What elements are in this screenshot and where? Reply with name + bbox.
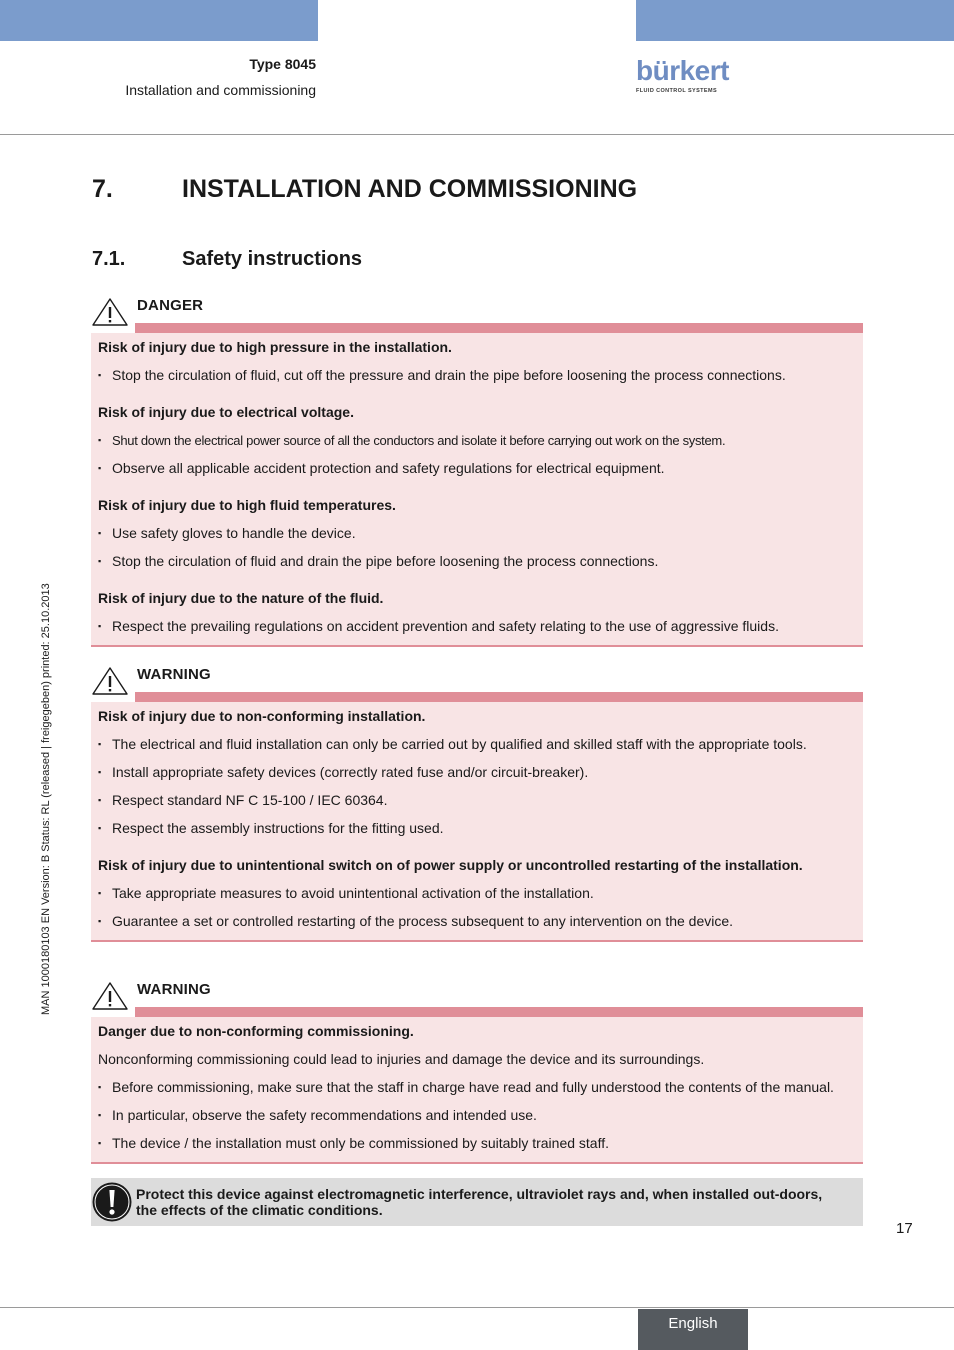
danger-heading-pressure: Risk of injury due to high pressure in the installation.: [98, 339, 452, 355]
warning-paragraph: Nonconforming commissioning could lead to injuries and damage the device and its surroundings.: [98, 1051, 705, 1067]
note-box: [91, 1178, 863, 1226]
warning-triangle-icon: [91, 297, 129, 327]
header-divider: [0, 134, 954, 135]
bullet-item: ▪ The electrical and fluid installation can only be carried out by qualified and skilled staff with the appropriate tools.: [98, 735, 857, 754]
warning-commissioning-body: [91, 1017, 863, 1164]
bullet-item: ▪ Respect the assembly instructions for the fitting used.: [98, 819, 857, 838]
bullet-item: ▪ Guarantee a set or controlled restarting of the process subsequent to any intervention on the device.: [98, 912, 857, 931]
bullet-item: ▪ Stop the circulation of fluid, cut off the pressure and drain the pipe before loosening the process connections.: [98, 366, 857, 385]
header-bar-right: [636, 0, 954, 41]
bullet-item: ▪ Respect standard NF C 15-100 / IEC 60364.: [98, 791, 857, 810]
danger-heading-fluid: Risk of injury due to the nature of the fluid.: [98, 590, 384, 606]
chapter-title: INSTALLATION AND COMMISSIONING: [182, 175, 638, 203]
bullet-item: ▪ Stop the circulation of fluid and drain the pipe before loosening the process connections.: [98, 552, 857, 571]
warning-commissioning-box: [91, 981, 863, 1164]
danger-box: [91, 297, 863, 647]
document-reference: MAN 1000180103 EN Version: B Status: RL (released | freigegeben) printed: 25.10.2013: [40, 583, 52, 1015]
chapter-number: 7.: [92, 175, 113, 203]
danger-bar: [135, 323, 863, 333]
logo-wordmark: bürkert: [636, 55, 729, 86]
danger-heading-voltage: Risk of injury due to electrical voltage.: [98, 404, 354, 420]
doc-section: Installation and commissioning: [125, 82, 316, 98]
bullet-item: ▪ Take appropriate measures to avoid unintentional activation of the installation.: [98, 884, 857, 903]
warning-heading-installation: Risk of injury due to non-conforming installation.: [98, 708, 426, 724]
note-text: Protect this device against electromagnetic interference, ultraviolet rays and, when installed out-doors, the effects of the climatic conditions.: [136, 1186, 823, 1218]
warning-commissioning-header: [91, 981, 863, 1017]
header-bar-left: [0, 0, 318, 41]
footer-divider: [0, 1307, 954, 1308]
warning-heading-restart: Risk of injury due to unintentional switch on of power supply or uncontrolled restarting of the installation.: [98, 857, 803, 873]
danger-header: [91, 297, 863, 333]
section-title: Safety instructions: [182, 248, 363, 270]
chapter-heading: [92, 175, 637, 204]
warning-installation-box: [91, 666, 863, 942]
exclamation-icon: [91, 1181, 133, 1223]
page-number: 17: [896, 1220, 913, 1237]
warning-triangle-icon: [91, 666, 129, 696]
warning-installation-body: [91, 702, 863, 942]
danger-label: DANGER: [137, 297, 204, 314]
language-tab: English: [638, 1309, 748, 1350]
warning-bar: [135, 1007, 863, 1017]
bullet-item: ▪ Install appropriate safety devices (correctly rated fuse and/or circuit-breaker).: [98, 763, 857, 782]
danger-heading-temperature: Risk of injury due to high fluid temperatures.: [98, 497, 396, 513]
doc-type: Type 8045: [249, 56, 316, 72]
warning-label: WARNING: [137, 666, 211, 683]
bullet-item: ▪ The device / the installation must only be commissioned by suitably trained staff.: [98, 1134, 857, 1153]
section-number: 7.1.: [92, 248, 126, 270]
danger-body: [91, 333, 863, 647]
bullet-item: ▪ Use safety gloves to handle the device.: [98, 524, 857, 543]
bullet-item: ▪ Shut down the electrical power source of all the conductors and isolate it before carrying out work on the system.: [98, 431, 857, 450]
bullet-item: ▪ Respect the prevailing regulations on accident prevention and safety relating to the use of aggressive fluids.: [98, 617, 857, 636]
warning-installation-header: [91, 666, 863, 702]
logo-tagline: FLUID CONTROL SYSTEMS: [636, 88, 718, 94]
bullet-item: ▪ Observe all applicable accident protection and safety regulations for electrical equipment.: [98, 459, 857, 478]
warning-heading-commissioning: Danger due to non-conforming commissioning.: [98, 1023, 414, 1039]
bullet-item: ▪ Before commissioning, make sure that the staff in charge have read and fully understood the contents of the manual.: [98, 1078, 857, 1097]
bullet-item: ▪ In particular, observe the safety recommendations and intended use.: [98, 1106, 857, 1125]
warning-bar: [135, 692, 863, 702]
section-heading: [92, 248, 362, 271]
warning-triangle-icon: [91, 981, 129, 1011]
warning-label: WARNING: [137, 981, 211, 998]
burkert-logo: [636, 57, 736, 97]
